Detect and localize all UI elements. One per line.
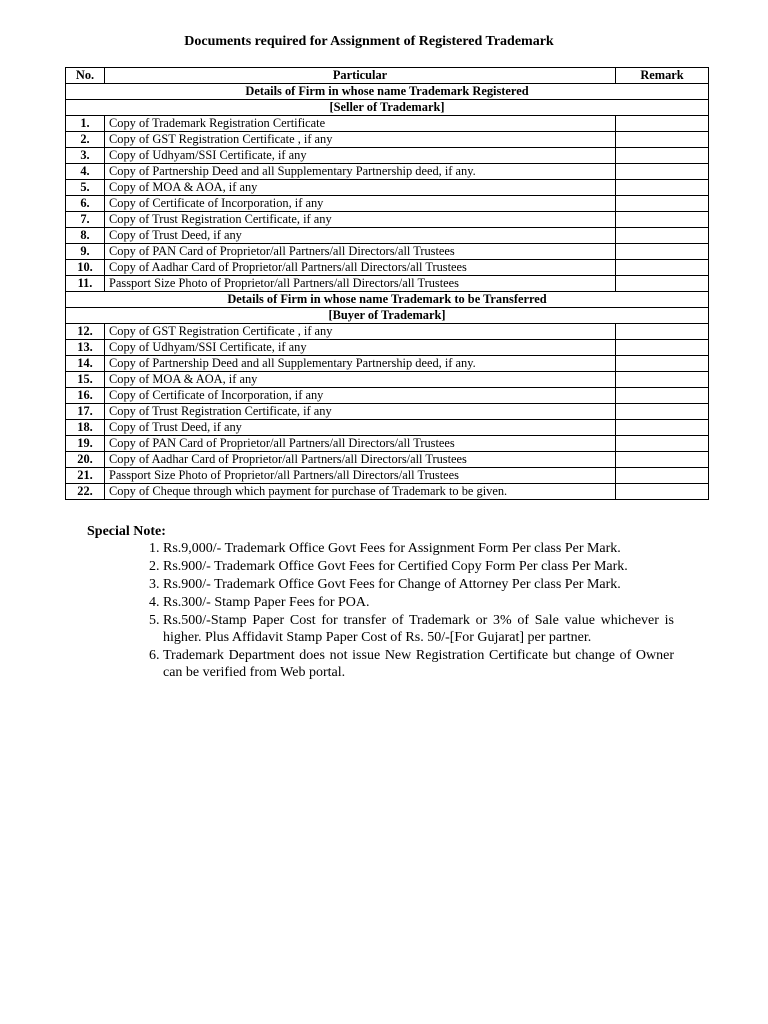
header-no: No.: [66, 68, 105, 84]
table-row: [66, 196, 709, 212]
special-note-heading: Special Note:: [87, 524, 166, 539]
table-header-row: [66, 68, 709, 84]
special-note-item: 5. Rs.500/-Stamp Paper Cost for transfer of Trademark or 3% of Sale value whichever is higher. Plus Affidavit Stamp Paper Cost of Rs. 50/-[For Gujarat] per partner.: [163, 612, 674, 646]
row-particular: Copy of Udhyam/SSI Certificate, if any: [105, 340, 616, 356]
row-particular: Copy of Partnership Deed and all Supplementary Partnership deed, if any.: [105, 356, 616, 372]
table-row: [66, 340, 709, 356]
table-row: [66, 244, 709, 260]
row-remark: [616, 372, 709, 388]
row-remark: [616, 340, 709, 356]
table-row: [66, 148, 709, 164]
special-note-item: 1. Rs.9,000/- Trademark Office Govt Fees for Assignment Form Per class Per Mark.: [163, 540, 674, 557]
row-number: 20.: [66, 452, 105, 468]
row-particular: Copy of GST Registration Certificate , if any: [105, 132, 616, 148]
row-remark: [616, 148, 709, 164]
row-number: 11.: [66, 276, 105, 292]
table-row: [66, 228, 709, 244]
row-number: 3.: [66, 148, 105, 164]
row-number: 18.: [66, 420, 105, 436]
row-remark: [616, 468, 709, 484]
row-particular: Copy of MOA & AOA, if any: [105, 372, 616, 388]
header-remark: Remark: [616, 68, 709, 84]
row-number: 15.: [66, 372, 105, 388]
special-note-item: 3. Rs.900/- Trademark Office Govt Fees for Change of Attorney Per class Per Mark.: [163, 576, 674, 593]
special-note-item: 6. Trademark Department does not issue New Registration Certificate but change of Owner can be verified from Web portal.: [163, 647, 674, 681]
table-row: [66, 404, 709, 420]
table-row: [66, 260, 709, 276]
table-row: [66, 164, 709, 180]
header-particular: Particular: [105, 68, 616, 84]
row-remark: [616, 276, 709, 292]
row-remark: [616, 452, 709, 468]
special-note-item: 4. Rs.300/- Stamp Paper Fees for POA.: [163, 594, 674, 611]
row-particular: Copy of Aadhar Card of Proprietor/all Partners/all Directors/all Trustees: [105, 260, 616, 276]
section-header-row: [66, 292, 709, 308]
table-row: [66, 212, 709, 228]
table-row: [66, 132, 709, 148]
row-number: 5.: [66, 180, 105, 196]
section-subtitle: [Buyer of Trademark]: [66, 308, 709, 324]
row-number: 19.: [66, 436, 105, 452]
table-row: [66, 452, 709, 468]
table-row: [66, 372, 709, 388]
table-row: [66, 324, 709, 340]
row-particular: Copy of Trust Deed, if any: [105, 420, 616, 436]
row-number: 21.: [66, 468, 105, 484]
section-title: Details of Firm in whose name Trademark to be Transferred: [66, 292, 709, 308]
row-particular: Copy of Trademark Registration Certificate: [105, 116, 616, 132]
row-number: 1.: [66, 116, 105, 132]
row-number: 9.: [66, 244, 105, 260]
row-remark: [616, 164, 709, 180]
table-row: [66, 356, 709, 372]
row-remark: [616, 436, 709, 452]
row-particular: Passport Size Photo of Proprietor/all Partners/all Directors/all Trustees: [105, 276, 616, 292]
row-remark: [616, 244, 709, 260]
table-row: [66, 436, 709, 452]
row-particular: Copy of GST Registration Certificate , if any: [105, 324, 616, 340]
row-number: 17.: [66, 404, 105, 420]
table-row: [66, 484, 709, 500]
row-remark: [616, 324, 709, 340]
row-particular: Copy of Trust Registration Certificate, if any: [105, 212, 616, 228]
row-number: 6.: [66, 196, 105, 212]
row-particular: Copy of PAN Card of Proprietor/all Partners/all Directors/all Trustees: [105, 436, 616, 452]
section-subtitle-row: [66, 100, 709, 116]
special-note-item: 2. Rs.900/- Trademark Office Govt Fees for Certified Copy Form Per class Per Mark.: [163, 558, 674, 575]
row-particular: Copy of MOA & AOA, if any: [105, 180, 616, 196]
special-note-list: [124, 540, 674, 682]
table-row: [66, 276, 709, 292]
row-number: 22.: [66, 484, 105, 500]
row-number: 13.: [66, 340, 105, 356]
row-number: 12.: [66, 324, 105, 340]
row-particular: Copy of PAN Card of Proprietor/all Partners/all Directors/all Trustees: [105, 244, 616, 260]
row-remark: [616, 420, 709, 436]
section-subtitle: [Seller of Trademark]: [66, 100, 709, 116]
row-particular: Copy of Aadhar Card of Proprietor/all Partners/all Directors/all Trustees: [105, 452, 616, 468]
row-remark: [616, 196, 709, 212]
table-row: [66, 420, 709, 436]
table-row: [66, 180, 709, 196]
row-remark: [616, 260, 709, 276]
row-remark: [616, 404, 709, 420]
row-particular: Passport Size Photo of Proprietor/all Partners/all Directors/all Trustees: [105, 468, 616, 484]
row-remark: [616, 212, 709, 228]
section-title: Details of Firm in whose name Trademark Registered: [66, 84, 709, 100]
row-particular: Copy of Trust Registration Certificate, if any: [105, 404, 616, 420]
row-remark: [616, 484, 709, 500]
documents-table: [65, 67, 709, 500]
row-remark: [616, 180, 709, 196]
row-remark: [616, 356, 709, 372]
row-number: 8.: [66, 228, 105, 244]
row-particular: Copy of Certificate of Incorporation, if any: [105, 196, 616, 212]
document-title: Documents required for Assignment of Registered Trademark: [184, 34, 554, 49]
table-row: [66, 116, 709, 132]
row-number: 16.: [66, 388, 105, 404]
section-header-row: [66, 84, 709, 100]
row-number: 2.: [66, 132, 105, 148]
row-particular: Copy of Udhyam/SSI Certificate, if any: [105, 148, 616, 164]
row-remark: [616, 116, 709, 132]
row-remark: [616, 388, 709, 404]
table-body: [66, 84, 709, 500]
row-remark: [616, 228, 709, 244]
row-particular: Copy of Trust Deed, if any: [105, 228, 616, 244]
row-particular: Copy of Certificate of Incorporation, if any: [105, 388, 616, 404]
table-row: [66, 388, 709, 404]
row-particular: Copy of Cheque through which payment for purchase of Trademark to be given.: [105, 484, 616, 500]
row-number: 10.: [66, 260, 105, 276]
table-row: [66, 468, 709, 484]
row-number: 14.: [66, 356, 105, 372]
row-particular: Copy of Partnership Deed and all Supplementary Partnership deed, if any.: [105, 164, 616, 180]
row-number: 4.: [66, 164, 105, 180]
section-subtitle-row: [66, 308, 709, 324]
row-number: 7.: [66, 212, 105, 228]
row-remark: [616, 132, 709, 148]
